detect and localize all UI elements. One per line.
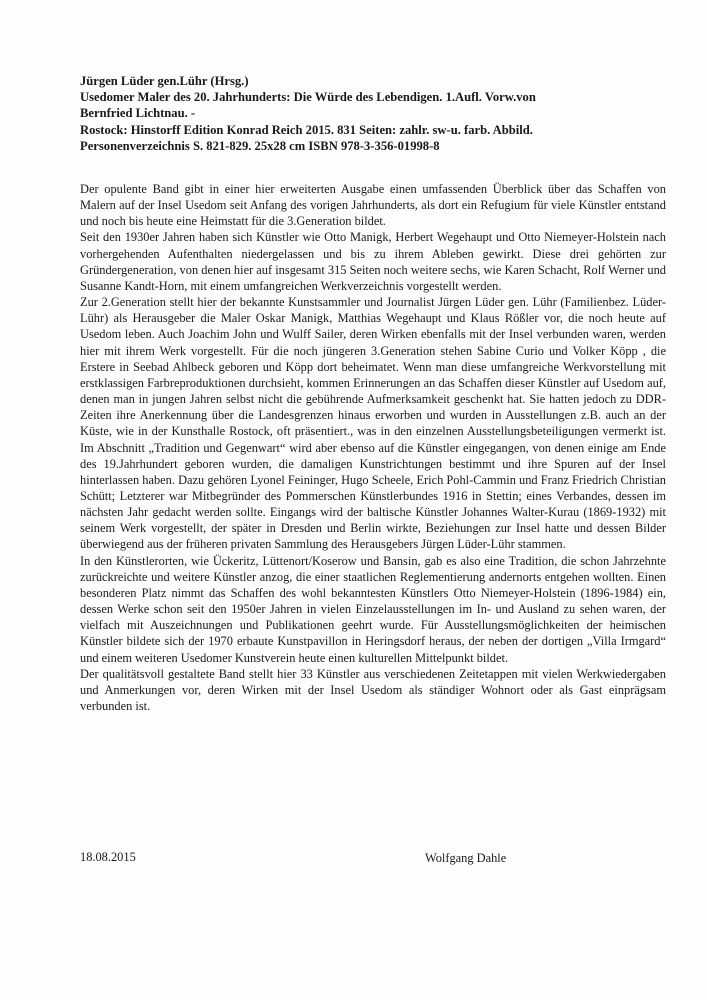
review-author: Wolfgang Dahle xyxy=(425,851,507,865)
index-isbn-line: Personenverzeichnis S. 821-829. 25x28 cm ISBN 978-3-356-01998-8 xyxy=(80,138,440,153)
publisher-line: Rostock: Hinstorff Edition Konrad Reich 2015. 831 Seiten: zahlr. sw-u. farb. Abbild. xyxy=(80,122,533,137)
paragraph-generations: Zur 2.Generation stellt hier der bekannte Kunstsammler und Journalist Jürgen Lüder gen. Lühr (Familienbez. Lüder-Lühr) als Herausgeber die Maler Oskar Manigk, Matthias Wegehaupt und Klaus Rößler vor, die noch heute auf Usedom leben. Auch Joachim John und Wulff Sailer, deren Wirken ebenfalls mit der Insel verbunden waren, werden hier mit ihrem Werk vorgestellt. Für die noch jüngeren 3.Generation stehen Sabine Curio und Volker Köpp , die Erstere in Seebad Ahlbeck geboren und Köpp dort beheimatet. Wenn man diese umfangreiche Werkvorstellung mit erstklassigen Farbreproduktionen durchsieht, kommen Erinnerungen an das Schaffen dieser Künstler auf Usedom auf, denen man in jungen Jahren selbst nicht die gebührende Aufmerksamkeit geschenkt hat. Sie hatten jedoch zu DDR-Zeiten ihre Anerkennung über die Landesgrenzen hinaus erworben und wurden in Ausstellungen z.B. auch an der Küste, wie in der Kunsthalle Rostock, oft präsentiert., was in den einzelnen Ausstellungsbeteiligungen vermerkt ist. Im Abschnitt „Tradition und Gegenwart“ wird aber ebenso auf die Künstler eingegangen, von denen einige am Ende des 19.Jahrhundert geboren wurden, die damaligen Kunstrichtungen bestimmt und ihre Spuren auf der Insel hinterlassen haben. Dazu gehören Lyonel Feininger, Hugo Scheele, Erich Pohl-Cammin und Franz Friedrich Christian Schütt; Letzterer war Mitbegründer des Pommerschen Künstlerbundes 1916 in Stettin; eines Verbandes, dessen im nächsten Jahr gedacht werden sollte. Eingangs wird der baltische Künstler Johannes Walter-Kurau (1869-1932) mit seinem Werk vorgestellt, der später in Dresden und Berlin wirkte, Beziehungen zur Insel hatte und dessen Bilder überwiegend aus der früheren privaten Sammlung des Herausgebers Jürgen Lüder-Lühr stammen. xyxy=(80,295,666,552)
title-line-2: Bernfried Lichtnau. - xyxy=(80,106,196,121)
paragraph-founders: Seit den 1930er Jahren haben sich Künstler wie Otto Manigk, Herbert Wegehaupt und Otto Niemeyer-Holstein nach vorhergehenden Aufenthalten niedergelassen und bis zu ihrem Ableben gewirkt. Diese drei gehörten zur Gründergeneration, von denen hier auf insgesamt 315 Seiten noch weitere sechs, wie Karen Schacht, Rolf Werner und Susanne Kandt-Horn, mit einem umfangreichen Werkverzeichnis vorgestellt werden. xyxy=(80,230,666,293)
paragraph-intro: Der opulente Band gibt in einer hier erweiterten Ausgabe einen umfassenden Überblick über das Schaffen von Malern auf der Insel Usedom seit Anfang des vorigen Jahrhunderts, als dort ein Refugium für viele Künstler entstand und noch bis heute eine Heimstatt für die 3.Generation bildet. xyxy=(80,182,666,229)
review-body xyxy=(80,181,666,714)
bibliographic-header xyxy=(80,73,670,154)
editor-line: Jürgen Lüder gen.Lühr (Hrsg.) xyxy=(80,74,249,88)
title-line-1: Usedomer Maler des 20. Jahrhunderts: Die Würde des Lebendigen. 1.Aufl. Vorw.von xyxy=(80,90,536,105)
paragraph-artist-towns: In den Künstlerorten, wie Ückeritz, Lüttenort/Koserow und Bansin, gab es also eine Tradition, die schon Jahrzehnte zurückreichte und weitere Künstler anzog, die einer staatlichen Reglementierung andernorts entgehen wollten. Einen besonderen Platz nimmt das Schaffen des wohl bekanntesten Künstlers Otto Niemeyer-Holstein (1896-1984) ein, dessen Werke schon seit den 1950er Jahren in vielen Einzelausstellungen im In- und Ausland zu sehen waren, der vielfach mit Auszeichnungen und Publikationen geehrt wurde. Für Ausstellungsmöglichkeiten der heimischen Künstler bildete sich der 1970 erbaute Kunstpavillon in Heringsdorf heraus, der neben der dortigen „Villa Irmgard“ und einem weiteren Usedomer Kunstverein heute einen kulturellen Mittelpunkt bildet. xyxy=(80,553,666,665)
paragraph-conclusion: Der qualitätsvoll gestaltete Band stellt hier 33 Künstler aus verschiedenen Zeitetappen mit vielen Werkwiedergaben und Anmerkungen vor, deren Wirken mit der Insel Usedom als ständiger Wohnort oder als Gast einprägsam verbunden ist. xyxy=(80,666,666,713)
review-date: 18.08.2015 xyxy=(80,850,136,864)
